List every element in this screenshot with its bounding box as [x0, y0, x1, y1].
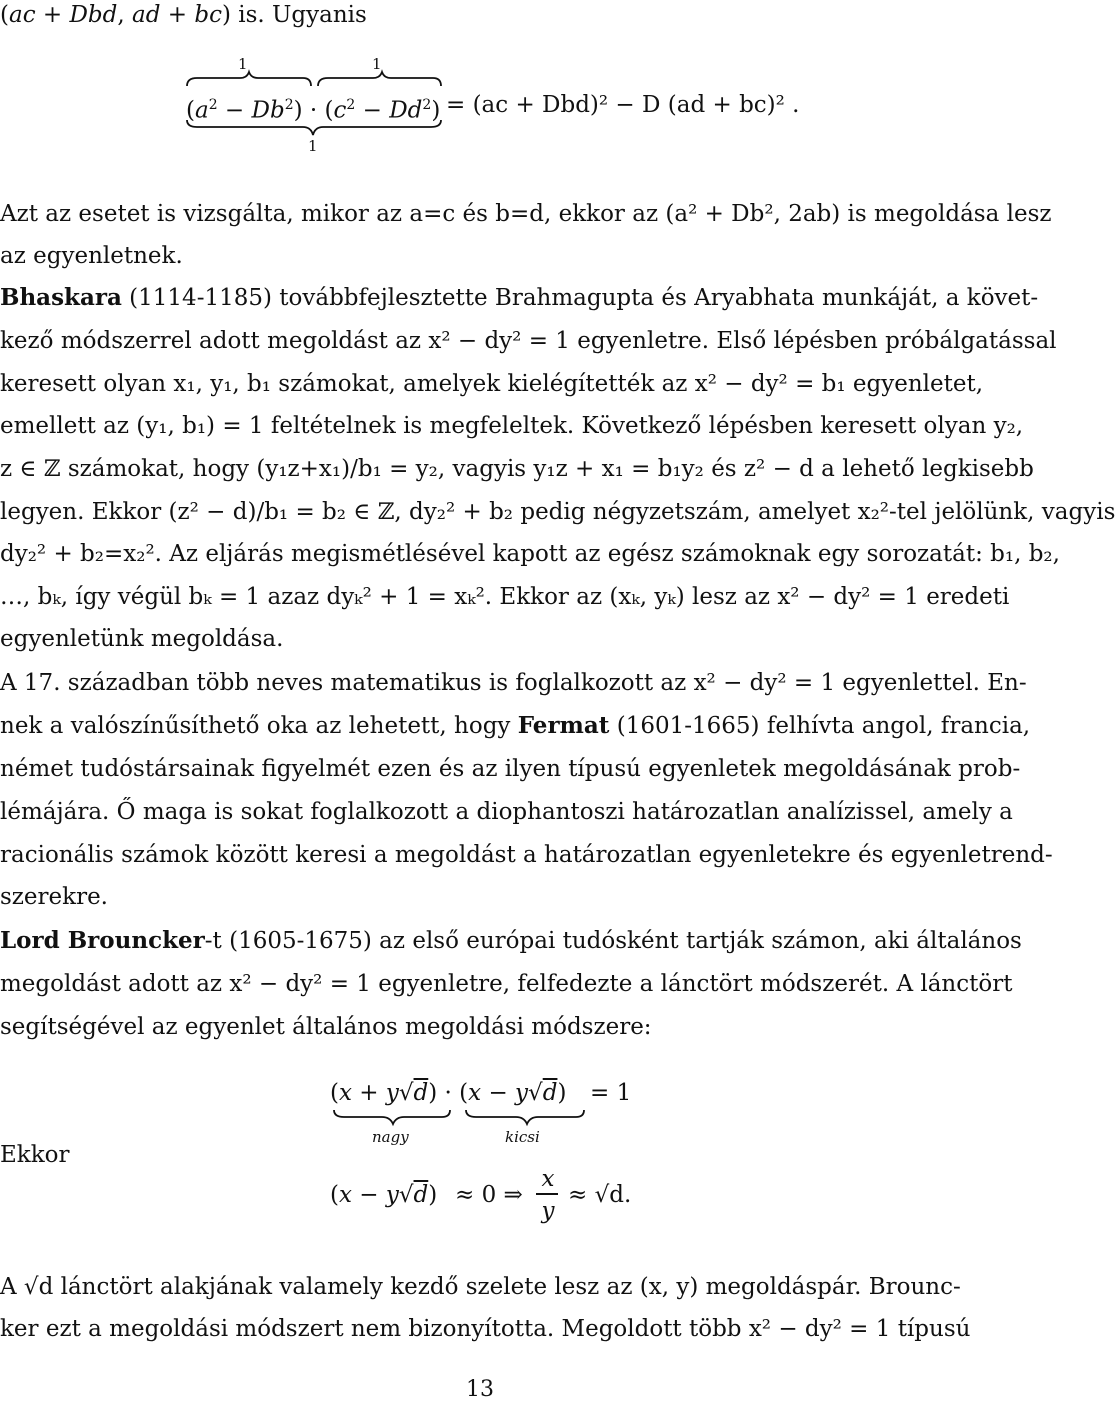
text-line-22: Ekkor [0, 1142, 70, 1168]
equation-3-tail: ≈ √d. [568, 1182, 632, 1208]
text-line-23: A √d lánctört alakjának valamely kezdő szelete lesz az (x, y) megoldáspár. Brounc- [0, 1274, 961, 1300]
equation-2-body: (x + y√d) · (x − y√d) [330, 1080, 567, 1106]
text-line-20: megoldást adott az x² − dy² = 1 egyenletre, felfedezte a lánctört módszerét. A lánctört [0, 971, 1013, 997]
text-line-17: racionális számok között keresi a megoldást a határozatlan egyenletekre és egyenletrend- [0, 842, 1053, 868]
text-line-6: keresett olyan x₁, y₁, b₁ számokat, amelyek kielégítették az x² − dy² = b₁ egyenletet, [0, 371, 984, 397]
equation-3-body: (x − y√d) [330, 1182, 438, 1208]
text-line-7: emellett az (y₁, b₁) = 1 feltételnek is megfeleltek. Következő lépésben keresett olyan y₂, [0, 413, 1024, 439]
text-line-5: kező módszerrel adott megoldást az x² − dy² = 1 egyenletre. Első lépésben próbálgatással [0, 328, 1057, 354]
text-line-4: Bhaskara (1114-1185) továbbfejlesztette Brahmagupta és Aryabhata munkáját, a követ- [0, 284, 1039, 311]
brace-label-bottom: 1 [308, 137, 318, 155]
label-kicsi: kicsi [505, 1128, 540, 1146]
text-line-9: legyen. Ekkor (z² − d)/b₁ = b₂ ∈ ℤ, dy₂² + b₂ pedig négyzetszám, amelyet x₂²-tel jelölünk, vagyis [0, 499, 1115, 525]
text-line-16: lémájára. Ő maga is sokat foglalkozott a diophantoszi határozatlan analízissel, amely a [0, 799, 1013, 825]
brace-label-top-1: 1 [238, 55, 248, 73]
text-line-18: szerekre. [0, 884, 108, 910]
text-line-21: segítségével az egyenlet általános megoldási módszere: [0, 1014, 652, 1040]
brace-label-top-2: 1 [372, 55, 382, 73]
text-line-3: az egyenletnek. [0, 243, 183, 269]
overbrace-icon [185, 72, 445, 88]
text-line-8: z ∈ ℤ számokat, hogy (y₁z+x₁)/b₁ = y₂, vagyis y₁z + x₁ = b₁y₂ és z² − d a lehető legkisebb [0, 456, 1034, 482]
fraction-bar [536, 1193, 558, 1195]
text-line-2: Azt az esetet is vizsgálta, mikor az a=c és b=d, ekkor az (a² + Db², 2ab) is megoldása lesz [0, 201, 1052, 227]
text-line-24: ker ezt a megoldási módszert nem bizonyította. Megoldott több x² − dy² = 1 típusú [0, 1316, 971, 1342]
equation-1-body: $(a^2 - Db^2) \cdot (c^2 - Dd^2)$ [186, 97, 441, 124]
equation-2-rhs: = 1 [590, 1080, 632, 1106]
equation-1-rhs: = (ac + Dbd)² − D (ad + bc)² . [446, 92, 800, 118]
text-line-1: (ac + Dbd, ad + bc) is. Ugyanis [0, 2, 367, 28]
frac-denominator: y [541, 1198, 555, 1224]
underbrace-icon [185, 118, 445, 136]
text-line-10: dy₂² + b₂=x₂². Az eljárás megismétlésével kapott az egész számoknak egy sorozatát: b₁, b₂, [0, 541, 1060, 567]
page-number: 13 [466, 1377, 494, 1402]
text-line-12: egyenletünk megoldása. [0, 626, 284, 652]
text-line-15: német tudóstársainak figyelmét ezen és az ilyen típusú egyenletek megoldásának prob- [0, 756, 1021, 782]
frac-numerator: x [541, 1166, 555, 1192]
text-line-11: …, bₖ, így végül bₖ = 1 azaz dyₖ² + 1 = xₖ². Ekkor az (xₖ, yₖ) lesz az x² − dy² = 1 eredeti [0, 584, 1010, 610]
underbrace-pair-icon [330, 1108, 590, 1126]
text-line-13: A 17. században több neves matematikus is foglalkozott az x² − dy² = 1 egyenlettel. En- [0, 670, 1027, 696]
text-line-14: nek a valószínűsíthető oka az lehetett, hogy Fermat (1601-1665) felhívta angol, francia, [0, 712, 1031, 739]
text-line-19: Lord Brouncker-t (1605-1675) az első európai tudósként tartják számon, aki általános [0, 927, 1022, 954]
label-nagy: nagy [372, 1128, 409, 1146]
equation-3-approx: ≈ 0 ⇒ [455, 1182, 523, 1208]
